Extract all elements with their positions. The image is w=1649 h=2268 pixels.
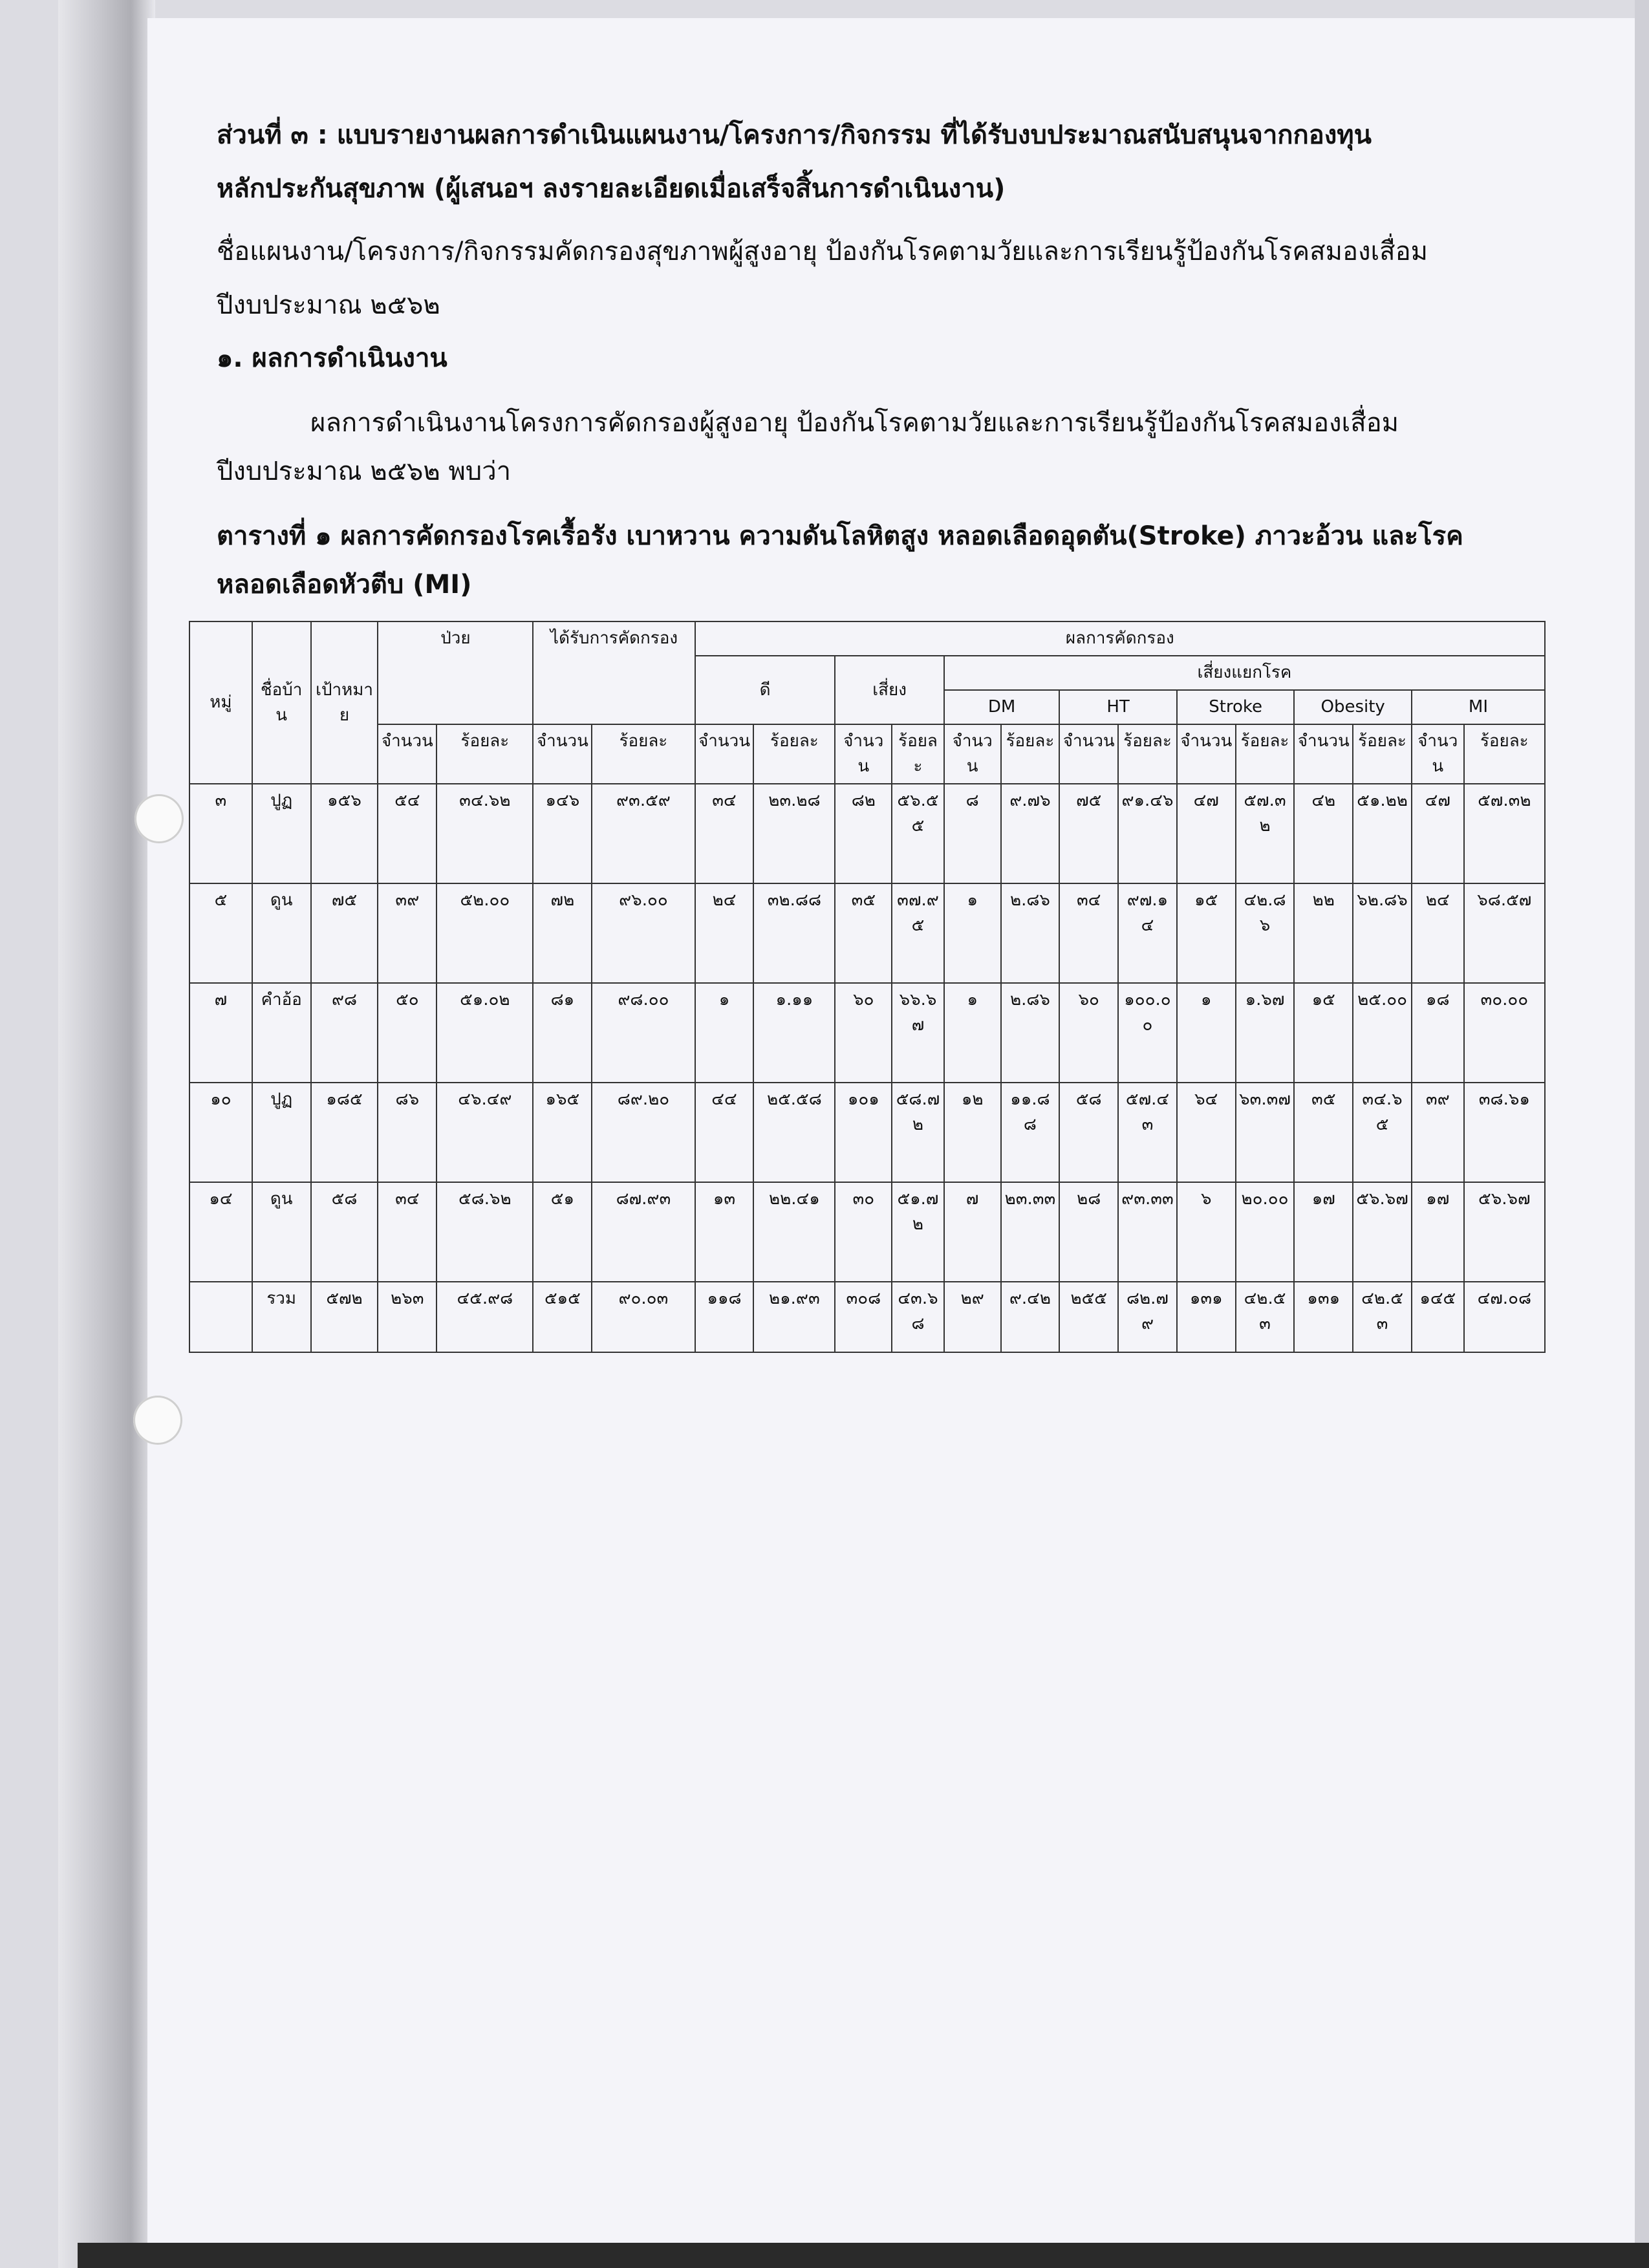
cell-sick-p: ๓๔.๖๒ xyxy=(436,784,533,883)
header-count: จำนวน xyxy=(1294,724,1353,784)
cell-ob-n: ๑๓๑ xyxy=(1294,1282,1353,1352)
header-obesity: Obesity xyxy=(1294,690,1412,724)
cell-ht-n: ๒๘ xyxy=(1059,1182,1118,1282)
results-paragraph: ผลการดำเนินงานโครงการคัดกรองผู้สูงอายุ ป้องกันโรคตามวัยและการเรียนรู้ป้องกันโรคสมองเสื่อม xyxy=(310,408,1399,438)
header-village: ชื่อบ้าน xyxy=(252,621,311,784)
cell-stroke-n: ๖ xyxy=(1177,1182,1236,1282)
cell-scr-p: ๙๘.๐๐ xyxy=(592,983,695,1083)
header-count: จำนวน xyxy=(944,724,1001,784)
cell-sick-n: ๓๔ xyxy=(378,1182,436,1282)
cell-risk-n: ๓๐๘ xyxy=(835,1282,892,1352)
cell-target: ๗๕ xyxy=(311,883,378,983)
cell-dm-n: ๗ xyxy=(944,1182,1001,1282)
cell-risk-n: ๑๐๑ xyxy=(835,1083,892,1182)
cell-village: ปูฏ xyxy=(252,784,311,883)
header-percent: ร้อยละ xyxy=(753,724,835,784)
table-caption: ตารางที่ ๑ ผลการคัดกรองโรคเรื้อรัง เบาหวาน ความดันโลหิตสูง หลอดเลือดอุดตัน(Stroke) ภาวะอ้วน และโรค xyxy=(217,521,1463,551)
cell-moo: ๑๔ xyxy=(189,1182,252,1282)
cell-mi-n: ๑๗ xyxy=(1412,1182,1464,1282)
scan-right-edge xyxy=(1635,0,1649,2268)
cell-sick-p: ๔๖.๔๙ xyxy=(436,1083,533,1182)
cell-dm-p: ๒.๘๖ xyxy=(1001,883,1060,983)
header-sick: ป่วย xyxy=(378,621,533,724)
cell-risk-p: ๕๑.๗๒ xyxy=(892,1182,944,1282)
cell-target: ๑๘๕ xyxy=(311,1083,378,1182)
header-screened: ได้รับการคัดกรอง xyxy=(533,621,695,724)
header-percent: ร้อยละ xyxy=(1236,724,1295,784)
cell-moo xyxy=(189,1282,252,1352)
results-title: ๑. ผลการดำเนินงาน xyxy=(217,343,447,373)
header-percent: ร้อยละ xyxy=(1464,724,1545,784)
cell-dm-n: ๑ xyxy=(944,983,1001,1083)
cell-dm-p: ๙.๔๒ xyxy=(1001,1282,1060,1352)
cell-stroke-n: ๔๗ xyxy=(1177,784,1236,883)
cell-good-n: ๔๔ xyxy=(695,1083,754,1182)
cell-ob-p: ๔๒.๕๓ xyxy=(1353,1282,1412,1352)
cell-sick-n: ๕๔ xyxy=(378,784,436,883)
cell-mi-n: ๑๔๕ xyxy=(1412,1282,1464,1352)
cell-ob-p: ๒๕.๐๐ xyxy=(1353,983,1412,1083)
cell-good-n: ๑๓ xyxy=(695,1182,754,1282)
cell-ob-n: ๓๕ xyxy=(1294,1083,1353,1182)
cell-moo: ๑๐ xyxy=(189,1083,252,1182)
cell-risk-n: ๓๐ xyxy=(835,1182,892,1282)
header-ht: HT xyxy=(1059,690,1177,724)
cell-ht-n: ๒๕๕ xyxy=(1059,1282,1118,1352)
header-count: จำนวน xyxy=(695,724,754,784)
header-percent: ร้อยละ xyxy=(1001,724,1060,784)
cell-village: ดูน xyxy=(252,883,311,983)
cell-ht-p: ๑๐๐.๐๐ xyxy=(1118,983,1177,1083)
scan-bottom-edge xyxy=(78,2243,1649,2268)
cell-dm-p: ๙.๗๖ xyxy=(1001,784,1060,883)
header-mi: MI xyxy=(1412,690,1545,724)
cell-scr-n: ๑๔๖ xyxy=(533,784,592,883)
cell-stroke-p: ๔๒.๕๓ xyxy=(1236,1282,1295,1352)
cell-sick-p: ๔๕.๙๘ xyxy=(436,1282,533,1352)
cell-stroke-p: ๒๐.๐๐ xyxy=(1236,1182,1295,1282)
cell-good-p: ๑.๑๑ xyxy=(753,983,835,1083)
cell-ht-p: ๙๑.๔๖ xyxy=(1118,784,1177,883)
cell-sick-p: ๕๑.๐๒ xyxy=(436,983,533,1083)
table-body xyxy=(189,784,1545,1352)
cell-dm-n: ๘ xyxy=(944,784,1001,883)
cell-good-n: ๒๔ xyxy=(695,883,754,983)
subheader-row xyxy=(189,724,1545,784)
cell-mi-p: ๓๘.๖๑ xyxy=(1464,1083,1545,1182)
cell-ht-n: ๖๐ xyxy=(1059,983,1118,1083)
header-risk: เสี่ยง xyxy=(835,656,943,724)
cell-mi-p: ๕๗.๓๒ xyxy=(1464,784,1545,883)
cell-village: ดูน xyxy=(252,1182,311,1282)
cell-risk-p: ๔๓.๖๘ xyxy=(892,1282,944,1352)
cell-target: ๕๗๒ xyxy=(311,1282,378,1352)
cell-ht-n: ๕๘ xyxy=(1059,1083,1118,1182)
cell-dm-p: ๒๓.๓๓ xyxy=(1001,1182,1060,1282)
cell-dm-p: ๑๑.๘๘ xyxy=(1001,1083,1060,1182)
cell-good-p: ๒๒.๔๑ xyxy=(753,1182,835,1282)
cell-village: รวม xyxy=(252,1282,311,1352)
header-count: จำนวน xyxy=(1059,724,1118,784)
cell-scr-p: ๙๖.๐๐ xyxy=(592,883,695,983)
cell-stroke-n: ๑ xyxy=(1177,983,1236,1083)
cell-risk-n: ๓๕ xyxy=(835,883,892,983)
cell-ht-n: ๓๔ xyxy=(1059,883,1118,983)
scan-left-shadow xyxy=(58,0,155,2268)
cell-dm-n: ๑ xyxy=(944,883,1001,983)
cell-mi-p: ๔๗.๐๘ xyxy=(1464,1282,1545,1352)
cell-ht-p: ๙๗.๑๔ xyxy=(1118,883,1177,983)
cell-mi-n: ๔๗ xyxy=(1412,784,1464,883)
section-heading: ส่วนที่ ๓ : แบบรายงานผลการดำเนินแผนงาน/โครงการ/กิจกรรม ที่ได้รับงบประมาณสนับสนุนจากกองทุน xyxy=(217,120,1372,150)
cell-stroke-n: ๑๕ xyxy=(1177,883,1236,983)
cell-scr-p: ๙๓.๕๙ xyxy=(592,784,695,883)
table-row xyxy=(189,784,1545,883)
cell-mi-n: ๑๘ xyxy=(1412,983,1464,1083)
header-percent: ร้อยละ xyxy=(892,724,944,784)
cell-dm-n: ๒๙ xyxy=(944,1282,1001,1352)
header-percent: ร้อยละ xyxy=(1353,724,1412,784)
cell-good-p: ๓๒.๘๘ xyxy=(753,883,835,983)
cell-risk-p: ๕๘.๗๒ xyxy=(892,1083,944,1182)
punch-hole-top xyxy=(135,794,184,843)
header-dm: DM xyxy=(944,690,1060,724)
cell-risk-n: ๖๐ xyxy=(835,983,892,1083)
header-count: จำนวน xyxy=(1412,724,1464,784)
cell-risk-p: ๓๗.๙๕ xyxy=(892,883,944,983)
section-heading-cont: หลักประกันสุขภาพ (ผู้เสนอฯ ลงรายละเอียดเมื่อเสร็จสิ้นการดำเนินงาน) xyxy=(217,174,1006,204)
cell-mi-n: ๒๔ xyxy=(1412,883,1464,983)
cell-good-p: ๒๓.๒๘ xyxy=(753,784,835,883)
cell-good-p: ๒๕.๕๘ xyxy=(753,1083,835,1182)
header-risk-by-disease: เสี่ยงแยกโรค xyxy=(944,656,1545,690)
cell-sick-n: ๒๖๓ xyxy=(378,1282,436,1352)
cell-ob-n: ๒๒ xyxy=(1294,883,1353,983)
cell-mi-p: ๖๘.๕๗ xyxy=(1464,883,1545,983)
header-stroke: Stroke xyxy=(1177,690,1295,724)
cell-scr-n: ๑๖๕ xyxy=(533,1083,592,1182)
cell-target: ๕๘ xyxy=(311,1182,378,1282)
cell-mi-p: ๓๐.๐๐ xyxy=(1464,983,1545,1083)
cell-good-n: ๑ xyxy=(695,983,754,1083)
cell-sick-n: ๕๐ xyxy=(378,983,436,1083)
cell-scr-n: ๕๑๕ xyxy=(533,1282,592,1352)
header-good: ดี xyxy=(695,656,835,724)
cell-ob-p: ๖๒.๘๖ xyxy=(1353,883,1412,983)
cell-sick-n: ๘๖ xyxy=(378,1083,436,1182)
cell-ht-n: ๗๕ xyxy=(1059,784,1118,883)
cell-scr-p: ๙๐.๐๓ xyxy=(592,1282,695,1352)
cell-sick-n: ๓๙ xyxy=(378,883,436,983)
cell-risk-p: ๕๖.๕๕ xyxy=(892,784,944,883)
cell-scr-p: ๘๙.๒๐ xyxy=(592,1083,695,1182)
cell-ob-n: ๑๕ xyxy=(1294,983,1353,1083)
cell-mi-n: ๓๙ xyxy=(1412,1083,1464,1182)
cell-sick-p: ๕๘.๖๒ xyxy=(436,1182,533,1282)
header-moo: หมู่ xyxy=(189,621,252,784)
header-count: จำนวน xyxy=(378,724,436,784)
table-row xyxy=(189,1083,1545,1182)
cell-risk-p: ๖๖.๖๗ xyxy=(892,983,944,1083)
header-count: จำนวน xyxy=(835,724,892,784)
header-percent: ร้อยละ xyxy=(436,724,533,784)
cell-moo: ๕ xyxy=(189,883,252,983)
cell-good-p: ๒๑.๙๓ xyxy=(753,1282,835,1352)
results-paragraph-cont: ปีงบประมาณ ๒๕๖๒ พบว่า xyxy=(217,457,512,486)
cell-stroke-n: ๑๓๑ xyxy=(1177,1282,1236,1352)
cell-target: ๙๘ xyxy=(311,983,378,1083)
cell-scr-n: ๕๑ xyxy=(533,1182,592,1282)
screening-results-table xyxy=(189,621,1546,1353)
cell-sick-p: ๕๒.๐๐ xyxy=(436,883,533,983)
cell-scr-n: ๗๒ xyxy=(533,883,592,983)
plan-name: ชื่อแผนงาน/โครงการ/กิจกรรมคัดกรองสุขภาพผู้สูงอายุ ป้องกันโรคตามวัยและการเรียนรู้ป้องกันโรคสมองเสื่อม xyxy=(217,237,1428,266)
table-row xyxy=(189,983,1545,1083)
header-count: จำนวน xyxy=(1177,724,1236,784)
header-target: เป้าหมาย xyxy=(311,621,378,784)
cell-ht-p: ๘๒.๗๙ xyxy=(1118,1282,1177,1352)
cell-ob-p: ๕๑.๒๒ xyxy=(1353,784,1412,883)
cell-ob-p: ๕๖.๖๗ xyxy=(1353,1182,1412,1282)
header-count: จำนวน xyxy=(533,724,592,784)
cell-risk-n: ๘๒ xyxy=(835,784,892,883)
cell-stroke-p: ๔๒.๘๖ xyxy=(1236,883,1295,983)
cell-dm-p: ๒.๘๖ xyxy=(1001,983,1060,1083)
cell-scr-p: ๘๗.๙๓ xyxy=(592,1182,695,1282)
cell-village: ปูฏ xyxy=(252,1083,311,1182)
header-percent: ร้อยละ xyxy=(592,724,695,784)
header-results: ผลการคัดกรอง xyxy=(695,621,1545,656)
cell-ht-p: ๙๓.๓๓ xyxy=(1118,1182,1177,1282)
cell-ob-n: ๔๒ xyxy=(1294,784,1353,883)
cell-village: คำอ้อ xyxy=(252,983,311,1083)
cell-stroke-p: ๑.๖๗ xyxy=(1236,983,1295,1083)
table-row xyxy=(189,883,1545,983)
table-row xyxy=(189,1182,1545,1282)
cell-scr-n: ๘๑ xyxy=(533,983,592,1083)
cell-moo: ๓ xyxy=(189,784,252,883)
total-row xyxy=(189,1282,1545,1352)
cell-stroke-p: ๕๗.๓๒ xyxy=(1236,784,1295,883)
cell-stroke-n: ๖๔ xyxy=(1177,1083,1236,1182)
header-percent: ร้อยละ xyxy=(1118,724,1177,784)
fiscal-year: ปีงบประมาณ ๒๕๖๒ xyxy=(217,290,440,320)
cell-good-n: ๓๔ xyxy=(695,784,754,883)
punch-hole-bottom xyxy=(133,1396,182,1445)
cell-good-n: ๑๑๘ xyxy=(695,1282,754,1352)
cell-ht-p: ๕๗.๔๓ xyxy=(1118,1083,1177,1182)
cell-stroke-p: ๖๓.๓๗ xyxy=(1236,1083,1295,1182)
cell-moo: ๗ xyxy=(189,983,252,1083)
cell-target: ๑๕๖ xyxy=(311,784,378,883)
cell-ob-p: ๓๔.๖๕ xyxy=(1353,1083,1412,1182)
table-caption-cont: หลอดเลือดหัวตีบ (MI) xyxy=(217,570,472,599)
cell-mi-p: ๕๖.๖๗ xyxy=(1464,1182,1545,1282)
cell-ob-n: ๑๗ xyxy=(1294,1182,1353,1282)
cell-dm-n: ๑๒ xyxy=(944,1083,1001,1182)
